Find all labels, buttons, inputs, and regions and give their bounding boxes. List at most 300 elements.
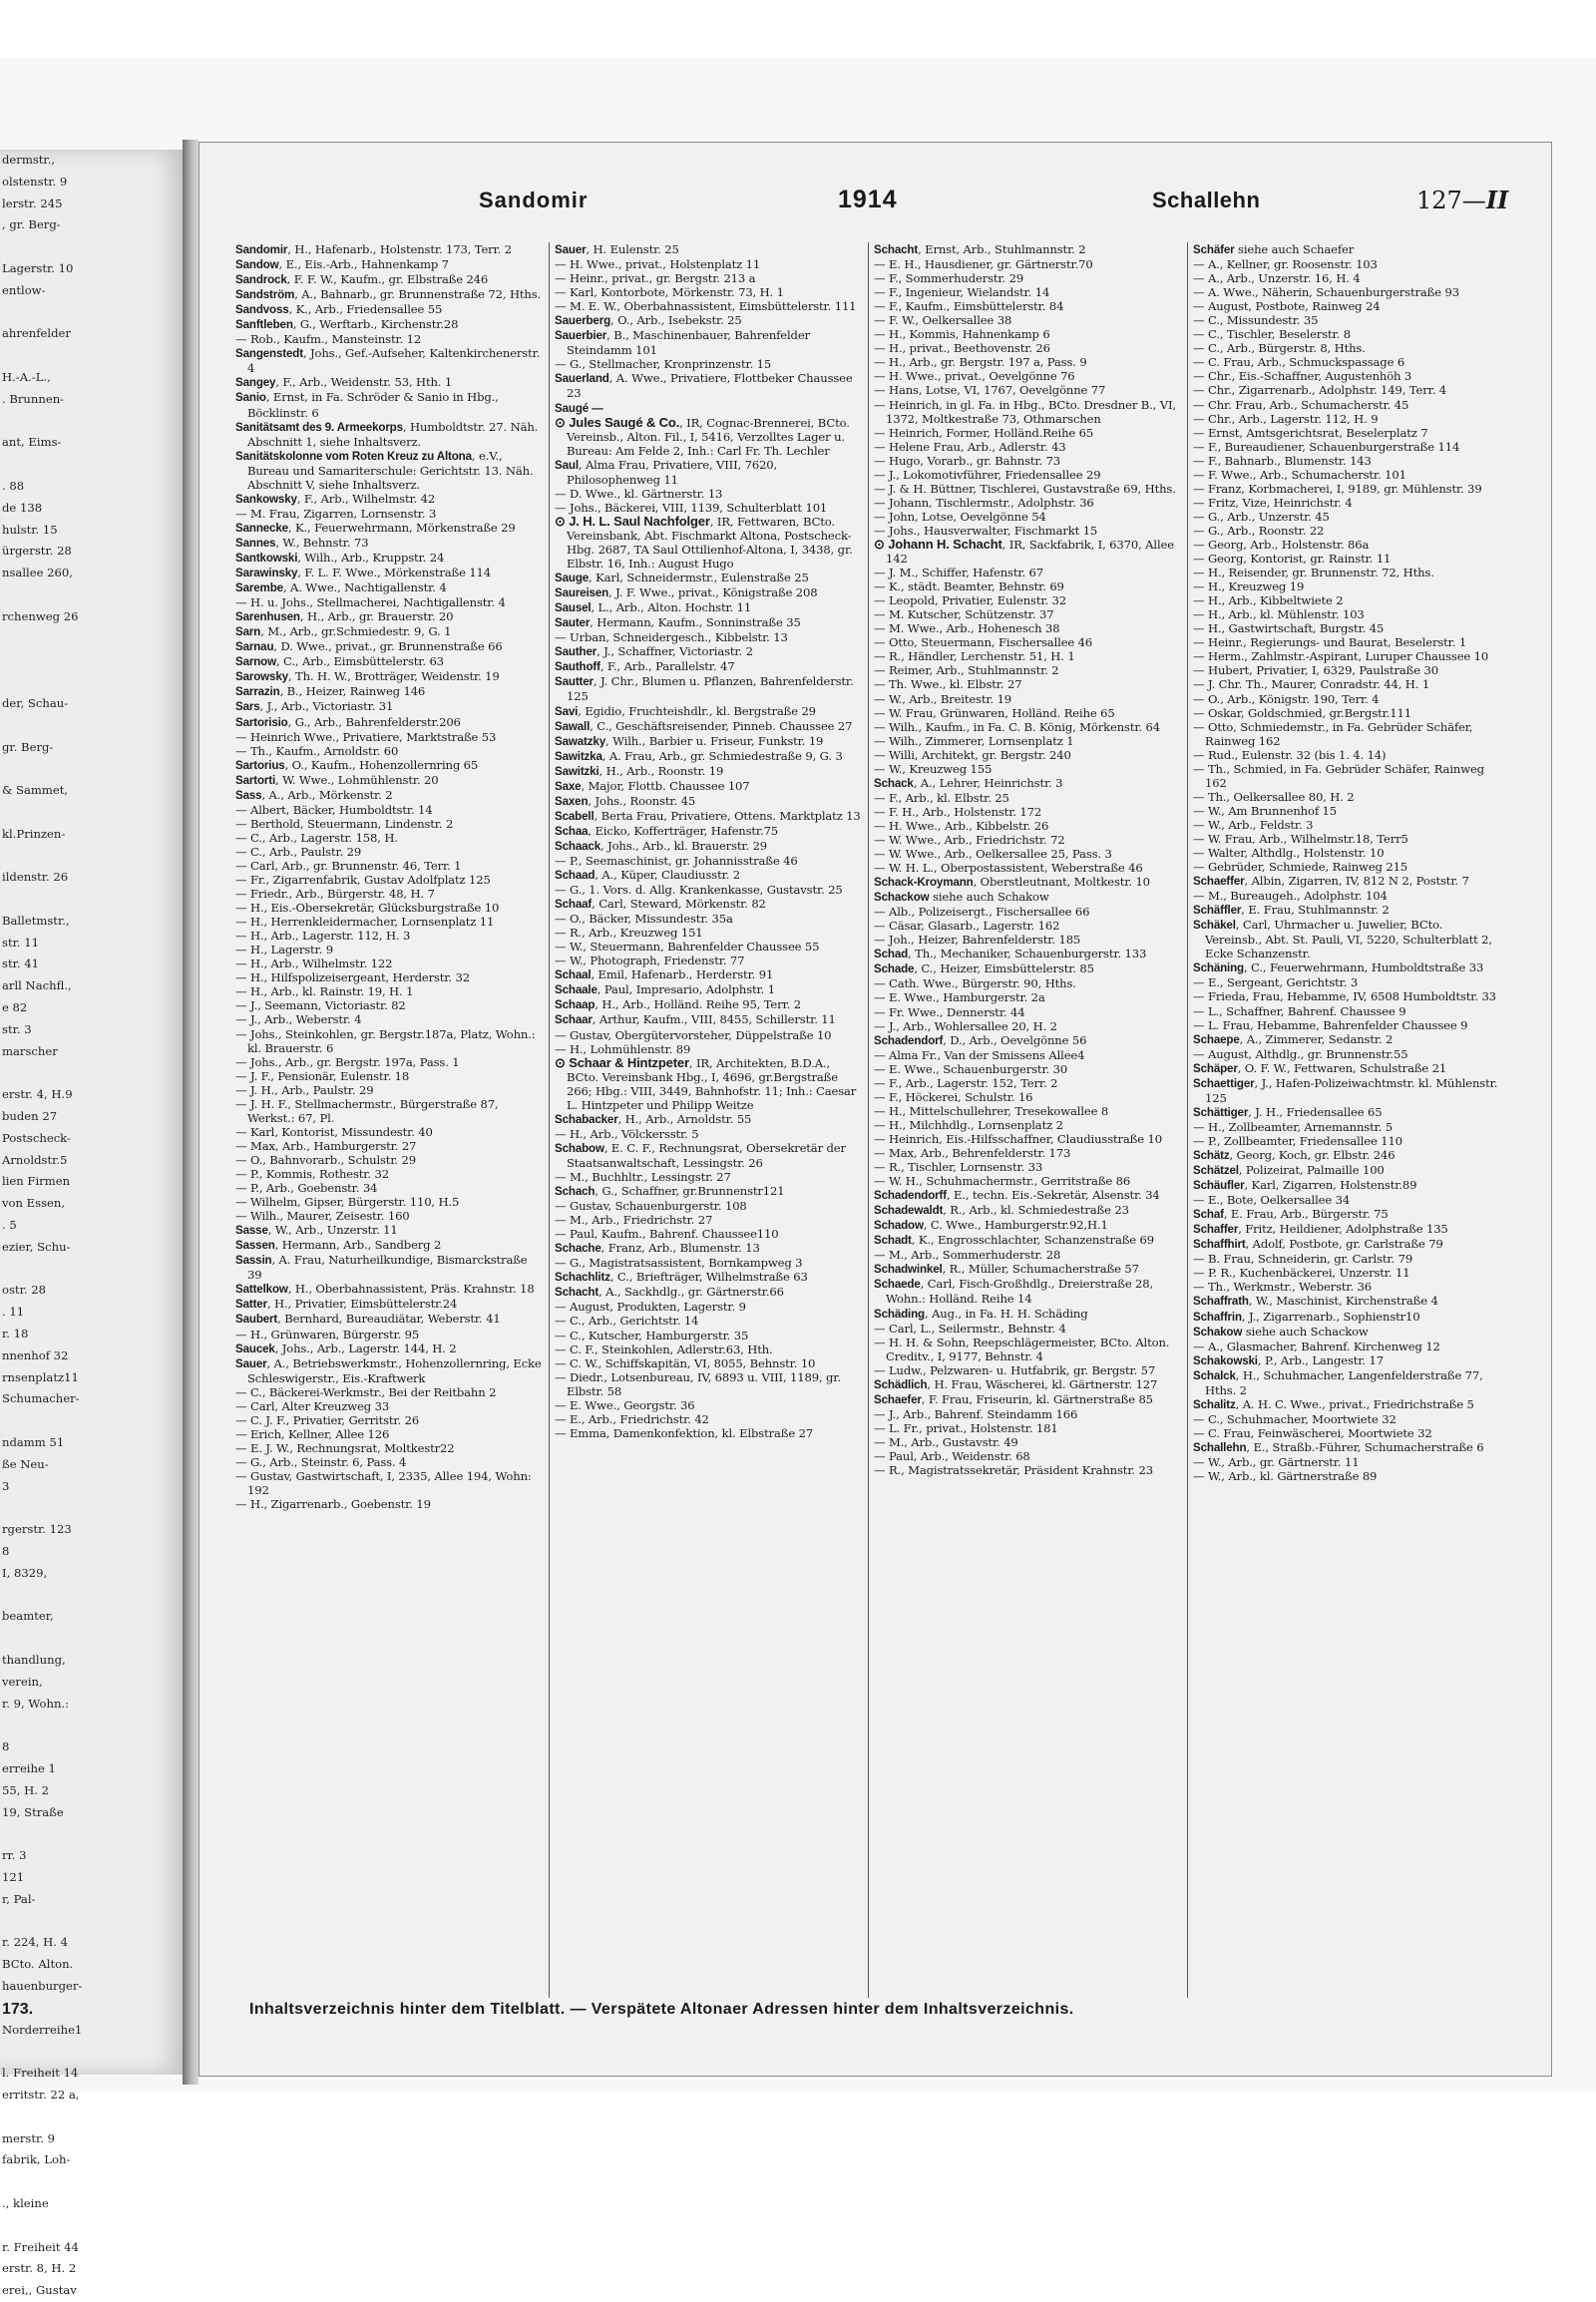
directory-entry: — R., Tischler, Lornsenstr. 33 [874,1160,1043,1175]
directory-entry: Santkowski, Wilh., Arb., Kruppstr. 24 [235,550,445,565]
left-page-line [0,889,190,911]
directory-entry: — J. & H. Büttner, Tischlerei, Gustavstraße 69, Hths. [874,481,1176,496]
directory-entry: — C., Arb., Lagerstr. 158, H. [235,830,398,845]
directory-entry: Sanitätskolonne vom Roten Kreuz zu Altona, e.V., Bureau und Samariterschule: Gerichtstr. 13. Näh. Abschnitt V, siehe Inhaltsverz. [235,448,534,492]
left-page-line [0,302,190,324]
directory-entry: Schack, A., Lehrer, Heinrichstr. 3 [874,775,1063,790]
directory-entry: — C., Tischler, Beselerstr. 8 [1193,327,1351,342]
directory-entry: — E. Wwe., Georgstr. 36 [555,1397,695,1412]
left-page-line: Arnoldstr.5 [2,1152,68,1167]
left-page-line [0,1823,190,1845]
left-page-line: H.-A.-L., [2,369,51,384]
left-page-line: entlow- [2,282,46,297]
page-header [269,188,1546,227]
directory-entry: Saubert, Bernhard, Bureaudiätar, Weberstr. 41 [235,1312,501,1327]
left-page-line: ße Neu- [2,1456,49,1471]
left-page-line [0,2107,190,2128]
directory-entry: — Hubert, Privatier, I, 6329, Paulstraße 30 [1193,663,1438,678]
directory-entry: — Wilh., Zimmerer, Lornsenplatz 1 [874,733,1074,748]
directory-entry: Schakow siehe auch Schackow [1193,1324,1369,1339]
directory-entry: — C. J. F., Privatier, Gerritstr. 26 [235,1412,420,1427]
directory-entry: — H., Zigarrenarb., Goebenstr. 19 [235,1497,431,1512]
left-page-line: arll Nachfl., [2,978,72,993]
left-page-line: r. 224, H. 4 [2,1935,68,1950]
directory-entry: Schack-Kroymann, Oberstleutnant, Moltkestr. 10 [874,875,1150,890]
directory-entry: Schaffhirt, Adolf, Postbote, gr. Carlstraße 79 [1193,1237,1443,1252]
directory-entry: Sarowsky, Th. H. W., Brotträger, Weidenstr. 19 [235,669,500,684]
directory-entry: — W., Arb., Feldstr. 3 [1193,817,1314,832]
directory-entry: — A. Wwe., Näherin, Schauenburgerstraße 93 [1193,285,1459,300]
directory-entry: — H., Grünwaren, Bürgerstr. 95 [235,1327,420,1342]
directory-entry: Schabow, E. C. F., Rechnungsrat, Obersekretär der Staatsanwaltschaft, Lessingstr. 26 [555,1140,846,1170]
left-page-line: . 5 [2,1218,17,1233]
directory-entry: — Heinrich Wwe., Privatiere, Marktstraße 53 [235,729,497,744]
directory-entry: — H. Wwe., privat., Oevelgönne 76 [874,369,1075,384]
directory-entry: — H., Arb., Kibbeltwiete 2 [1193,593,1344,608]
directory-entry: — M. Frau, Zigarren, Lornsenstr. 3 [235,506,437,521]
directory-column-4 [1193,242,1500,1998]
directory-entry: — H., Arb., kl. Rainstr. 19, H. 1 [235,984,414,999]
directory-entry: — J., Arb., Wohlersallee 20, H. 2 [874,1018,1057,1033]
directory-entry: — G., Arb., Steinstr. 6, Pass. 4 [235,1454,407,1469]
directory-entry: Schaede, Carl, Fisch-Großhdlg., Dreierstraße 28, Wohn.: Holländ. Reihe 14 [874,1277,1154,1307]
left-page-line: lien Firmen [2,1174,71,1189]
directory-entry: — August, Produkten, Lagerstr. 9 [555,1300,746,1315]
directory-entry: Schaack, Johs., Arb., kl. Brauerstr. 29 [555,838,768,853]
directory-entry: Sandrock, F. F. W., Kaufm., gr. Elbstraße 246 [235,272,489,287]
directory-entry: — E. Wwe., Schauenburgerstr. 30 [874,1061,1068,1076]
directory-entry: — L. Frau, Hebamme, Bahrenfelder Chaussee 9 [1193,1017,1468,1032]
directory-entry: — O., Bäcker, Missundestr. 35a [555,912,733,927]
directory-entry: — Otto, Steuermann, Fischersallee 46 [874,635,1093,650]
directory-entry: — J. H., Arb., Paulstr. 29 [235,1082,374,1097]
directory-entry: Schaepe, A., Zimmerer, Sedanstr. 2 [1193,1031,1394,1046]
directory-entry: Schadt, K., Engrosschlachter, Schanzenstraße 69 [874,1233,1154,1248]
directory-entry: — Hans, Lotse, VI, 1767, Oevelgönne 77 [874,383,1106,398]
left-page-line [0,2215,190,2237]
directory-entry: ⊙ Schaar & Hintzpeter, IR, Architekten, B.D.A., BCto. Vereinsbank Hbg., I, 4696, gr.Bergstraße 266; Hbg.: VIII, 3449, Bahnhofstr. 11; Inh.: Caesar L. Hintzpeter und Philipp Weitze [555,1054,857,1112]
directory-entry: — C. W., Schiffskapitän, VI, 8055, Behnstr. 10 [555,1355,816,1370]
directory-entry: — Cäsar, Glasarb., Lagerstr. 162 [874,919,1060,934]
directory-entry: Schätzel, Polizeirat, Palmaille 100 [1193,1163,1385,1178]
directory-entry: — H., Arb., gr. Bergstr. 197 a, Pass. 9 [874,355,1087,370]
directory-entry: — Joh., Heizer, Bahrenfelderstr. 185 [874,933,1081,948]
left-page-line [0,584,190,606]
directory-entry: — Cath. Wwe., Bürgerstr. 90, Hths. [874,976,1076,991]
directory-entry: — Rud., Eulenstr. 32 (bis 1. 4. 14) [1193,747,1387,762]
directory-entry: — Diedr., Lotsenbureau, IV, 6893 u. VIII, 1189, gr. Elbstr. 58 [555,1369,841,1398]
directory-entry: Schädlich, H. Frau, Wäscherei, kl. Gärtnerstr. 127 [874,1376,1158,1391]
directory-entry: — W., Steuermann, Bahrenfelder Chaussee 55 [555,940,820,955]
directory-entry: — Wilh., Kaufm., in Fa. C. B. König, Mörkenstr. 64 [874,719,1160,734]
directory-entry: Schache, Franz, Arb., Blumenstr. 13 [555,1241,760,1256]
header-page-number [1416,186,1508,214]
left-page-line [0,1062,190,1084]
directory-entry: — Heinrich, Eis.-Hilfsschaffner, Claudiusstraße 10 [874,1131,1162,1146]
directory-entry: Sandvoss, K., Arb., Friedensallee 55 [235,302,443,317]
left-page-line [0,1259,190,1281]
directory-entry: Sauer, A., Betriebswerkmstr., Hohenzollernring, Ecke Schleswigerstr., Eis.-Kraftwerk [235,1355,542,1385]
directory-entry: — C., Schuhmacher, Moortwiete 32 [1193,1411,1396,1426]
directory-entry: Schalck, H., Schuhmacher, Langenfelderstraße 77, Hths. 2 [1193,1367,1483,1397]
left-page-line: rr. 3 [2,1848,27,1863]
directory-entry: Sassin, A. Frau, Naturheilkundige, Bismarckstraße 39 [235,1253,528,1283]
directory-entry: ⊙ Jules Saugé & Co., IR, Cognac-Brennerei, BCto. Vereinsb., Alton. Fil., I, 5416, Verzolltes Lager u. Bureau: Am Felde 2, Inh.: Carl Fr. Th. Lechler [555,414,850,458]
directory-entry: Sarembe, A. Wwe., Nachtigallenstr. 4 [235,580,447,595]
directory-entry: Saugé — [555,401,603,415]
directory-entry: — Herm., Zahlmstr.-Aspirant, Luruper Chaussee 10 [1193,649,1489,664]
directory-entry: — Heinr., privat., gr. Bergstr. 213 a [555,271,756,286]
directory-entry: Schadwinkel, R., Müller, Schumacherstraße 57 [874,1262,1139,1277]
directory-entry: Schaal, Emil, Hafenarb., Herderstr. 91 [555,967,774,982]
directory-entry: Schäffler, E. Frau, Stuhlmannstr. 2 [1193,903,1390,918]
directory-entry: — H., Reisender, gr. Brunnenstr. 72, Hths. [1193,566,1434,580]
directory-entry: — W. Wwe., Arb., Oelkersallee 25, Pass. 3 [874,847,1112,862]
directory-entry: — Gustav, Obergütervorsteher, Düppelstraße 10 [555,1027,832,1042]
directory-entry: Sassen, Hermann, Arb., Sandberg 2 [235,1238,442,1253]
directory-entry: — M., Arb., Friedrichstr. 27 [555,1213,713,1228]
directory-entry: — B. Frau, Schneiderin, gr. Carlstr. 79 [1193,1252,1413,1267]
directory-entry: Schättiger, J. H., Friedensallee 65 [1193,1104,1383,1119]
directory-entry: — August, Postbote, Rainweg 24 [1193,299,1381,314]
directory-entry: — Johs., Hausverwalter, Fischmarkt 15 [874,523,1098,538]
directory-entry: — H., Arb., Lagerstr. 112, H. 3 [235,929,411,944]
directory-entry: — M. E. W., Oberbahnassistent, Eimsbüttelerstr. 111 [555,299,857,314]
left-page-line [0,411,190,433]
directory-entry: — H., Gastwirtschaft, Burgstr. 45 [1193,621,1385,636]
directory-entry: Sartorti, W. Wwe., Lohmühlenstr. 20 [235,772,439,787]
left-page-line: I, 8329, [2,1565,48,1580]
directory-entry: — Georg, Arb., Holstenstr. 86a [1193,537,1370,552]
directory-entry: — M., Bureaugeh., Adolphstr. 104 [1193,889,1388,904]
directory-entry: — Alma Fr., Van der Smissens Allee4 [874,1047,1085,1062]
directory-entry: — H., Arb., kl. Mühlenstr. 103 [1193,607,1365,622]
directory-entry: — H., Milchhdlg., Lornsenplatz 2 [874,1117,1063,1132]
left-page-footer-number: 173. [2,2001,34,2018]
directory-entry: — Carl, Arb., gr. Brunnenstr. 46, Terr. 1 [235,858,462,873]
directory-column-3 [874,242,1181,1998]
directory-column-1 [235,242,543,1998]
directory-entry: — Franz, Korbmacherei, I, 9189, gr. Mühlenstr. 39 [1193,481,1482,496]
directory-entry: — Th., Oelkersallee 80, H. 2 [1193,789,1355,804]
directory-entry: Sausel, L., Arb., Alton. Hochstr. 11 [555,600,752,615]
directory-entry: — R., Arb., Kreuzweg 151 [555,926,703,941]
directory-entry: — Carl, L., Seilermstr., Behnstr. 4 [874,1321,1066,1336]
left-page-line: e 82 [2,1000,28,1015]
left-page-line: r. 9, Wohn.: [2,1696,70,1711]
page-suffix: II [1485,186,1509,214]
left-page-line: , gr. Berg- [2,217,61,232]
left-page-line: erstr. 4, H.9 [2,1087,73,1102]
directory-entry: Schackow siehe auch Schakow [874,890,1049,905]
directory-entry: Schätz, Georg, Koch, gr. Elbstr. 246 [1193,1148,1396,1162]
directory-entry: — H., Hilfspolizeisergeant, Herderstr. 32 [235,970,470,985]
directory-entry: — F. W., Oelkersallee 38 [874,313,1012,328]
directory-entry: — E. J. W., Rechnungsrat, Moltkestr22 [235,1440,455,1455]
left-page-line: nnenhof 32 [2,1347,69,1362]
left-page-line: der, Schau- [2,695,69,710]
left-page-line: 55, H. 2 [2,1782,49,1797]
left-page-line: de 138 [2,500,43,515]
directory-entry: Sanitätsamt des 9. Armeekorps, Humboldtstr. 27. Näh. Abschnitt 1, siehe Inhaltsverz. [235,419,539,449]
left-page-line: . Brunnen- [2,391,65,406]
directory-entry: — W. Wwe., Arb., Friedrichstr. 72 [874,832,1065,847]
left-page-line: olstenstr. 9 [2,174,68,189]
directory-entry: — P. R., Kuchenbäckerei, Unzerstr. 11 [1193,1266,1410,1281]
directory-entry: — Johs., Arb., gr. Bergstr. 197a, Pass. 1 [235,1054,460,1069]
directory-entry: — C. Frau, Feinwäscherei, Moortwiete 32 [1193,1425,1432,1440]
left-page-line: r. Freiheit 44 [2,2239,79,2254]
directory-entry: — K., städt. Beamter, Behnstr. 69 [874,579,1064,594]
directory-entry: Schaap, H., Arb., Holländ. Reihe 95, Terr. 2 [555,997,801,1012]
directory-entry: — H. H. & Sohn, Reepschlägermeister, BCto. Alton. Creditv., I, 9177, Behnstr. 4 [874,1335,1170,1363]
left-page-line: 19, Straße [2,1804,64,1819]
directory-entry: — Carl, Alter Kreuzweg 33 [235,1398,390,1413]
directory-entry: Sauerland, A. Wwe., Privatiere, Flottbeker Chaussee 23 [555,371,853,401]
left-page-line: str. 11 [2,935,39,950]
directory-entry: ⊙ J. H. L. Saul Nachfolger, IR, Fettwaren, BCto. Vereinsbank, Abt. Fischmarkt Altona, Postscheck-Hbg. 2687, TA Saul Ottilienhof-Altona, I, 3438, gr. Elbstr. 16, Inh.: August Hugo [555,513,853,572]
directory-entry: — Max, Arb., Hamburgerstr. 27 [235,1138,417,1153]
directory-entry: Sarnau, D. Wwe., privat., gr. Brunnenstraße 66 [235,639,503,654]
directory-entry: — C., Arb., Paulstr. 29 [235,844,362,859]
book-gutter [183,140,199,2085]
directory-entry: — P., Kommis, Rothestr. 32 [235,1167,389,1181]
left-page-line: beamter, [2,1609,54,1624]
directory-entry: — R., Magistratssekretär, Präsident Krahnstr. 23 [874,1463,1153,1478]
directory-entry: — W., Arb., Breitestr. 19 [874,691,1012,706]
directory-entry: — W., Arb., kl. Gärtnerstraße 89 [1193,1469,1378,1484]
left-page-line: Postscheck- [2,1130,71,1145]
directory-entry: — Th. Wwe., kl. Elbstr. 27 [874,677,1022,692]
left-page-line: ant, Eims- [2,435,62,450]
directory-entry: Saxe, Major, Flottb. Chaussee 107 [555,778,750,793]
directory-entry: — J. Chr. Th., Maurer, Conradstr. 44, H. 1 [1193,677,1430,692]
directory-entry: — W., Kreuzweg 155 [874,761,993,776]
directory-entry: — Fr., Zigarrenfabrik, Gustav Adolfplatz 125 [235,873,491,888]
directory-entry: Sauge, Karl, Schneidermstr., Eulenstraße 25 [555,571,809,585]
directory-entry: Schaa, Eicko, Kofferträger, Hafenstr.75 [555,823,779,838]
directory-entry: — Helene Frau, Arb., Adlerstr. 43 [874,439,1066,454]
left-page-line [0,1585,190,1607]
left-page-line: r, Pal- [2,1891,36,1906]
directory-entry: — E., Bote, Oelkersallee 34 [1193,1193,1351,1208]
directory-entry: — Chr., Eis.-Schaffner, Augustenhöh 3 [1193,369,1412,384]
directory-entry: — G., Magistratsassistent, Bornkampweg 3 [555,1256,803,1271]
directory-entry: Schadewaldt, R., Arb., kl. Schmiedestraße 23 [874,1203,1129,1218]
left-page-line [0,1628,190,1650]
directory-entry: Schäding, Aug., in Fa. H. H. Schäding [874,1306,1088,1321]
directory-entry: — P., Zollbeamter, Friedensallee 110 [1193,1133,1402,1148]
directory-entry: — F., Bureaudiener, Schauenburgerstraße 114 [1193,439,1460,454]
directory-entry: — C. F., Steinkohlen, Adlerstr.63, Hth. [555,1342,773,1356]
directory-entry: — F., Sommerhuderstr. 29 [874,271,1024,286]
directory-entry: Saucek, Johs., Arb., Lagerstr. 144, H. 2 [235,1341,457,1355]
directory-entry: — G., 1. Vors. d. Allg. Krankenkasse, Gustavstr. 25 [555,883,843,898]
left-page-line: rchenweg 26 [2,608,79,623]
directory-entry: — F., Höckerei, Schulstr. 16 [874,1089,1033,1104]
directory-entry: Sarrazin, B., Heizer, Rainweg 146 [235,684,426,699]
directory-entry: Sawatzky, Wilh., Barbier u. Friseur, Funkstr. 19 [555,733,824,748]
left-page-line: ürgerstr. 28 [2,544,72,559]
directory-entry: — Willi, Architekt, gr. Bergstr. 240 [874,747,1071,762]
directory-entry: Sandow, E., Eis.-Arb., Hahnenkamp 7 [235,257,449,272]
directory-entry: Schade, C., Heizer, Eimsbüttelerstr. 85 [874,961,1094,976]
directory-entry: — Ernst, Amtsgerichtsrat, Beselerplatz 7 [1193,425,1428,440]
directory-entry: — M., Arb., Sommerhuderstr. 28 [874,1248,1061,1263]
directory-entry: — Fritz, Vize, Heinrichstr. 4 [1193,495,1353,510]
directory-entry: Schadendorf, D., Arb., Oevelgönne 56 [874,1032,1087,1047]
left-page-line: hulstr. 15 [2,522,58,537]
directory-entry: — H. Wwe., Arb., Kibbelstr. 26 [874,818,1049,833]
left-page-line: marscher [2,1043,58,1058]
directory-entry: — H., Arb., Völckersstr. 5 [555,1126,699,1141]
directory-entry: ⊙ Johann H. Schacht, IR, Sackfabrik, I, 6370, Allee 142 [874,536,1174,567]
directory-entry: — R., Händler, Lerchenstr. 51, H. 1 [874,649,1075,664]
left-page-line [0,628,190,650]
left-page-line: erritstr. 22 a, [2,2087,80,2102]
directory-entry: Schaefer, F. Frau, Friseurin, kl. Gärtnerstraße 85 [874,1391,1153,1406]
directory-entry: — H., Eis.-Obersekretär, Glücksburgstraße 10 [235,901,500,916]
left-page-line [0,2171,190,2193]
directory-entry: Schacht, A., Sackhdlg., gr. Gärtnerstr.66 [555,1285,784,1300]
directory-entry: Schalitz, A. H. C. Wwe., privat., Friedrichstraße 5 [1193,1396,1474,1411]
left-page-line: fabrik, Loh- [2,2152,71,2167]
directory-entry: Sangenstedt, Johs., Gef.-Aufseher, Kaltenkirchenerstr. 4 [235,346,541,376]
directory-entry: Schadow, C. Wwe., Hamburgerstr.92,H.1 [874,1218,1108,1233]
directory-entry: — Albert, Bäcker, Humboldtstr. 14 [235,802,433,817]
directory-entry: — W. H., Schuhmachermstr., Gerritstraße 86 [874,1174,1131,1189]
directory-entry: — D. Wwe., kl. Gärtnerstr. 13 [555,486,723,501]
directory-entry: — G., Stellmacher, Kronprinzenstr. 15 [555,357,772,372]
left-page-line [0,1911,190,1933]
directory-entry: — E., Arb., Friedrichstr. 42 [555,1411,709,1426]
directory-entry: Schäufler, Karl, Zigarren, Holstenstr.89 [1193,1178,1417,1193]
directory-entry: — Ludw., Pelzwaren- u. Hutfabrik, gr. Bergstr. 57 [874,1362,1156,1377]
left-page-line: nsallee 260, [2,566,73,580]
left-page-line: 121 [2,1869,25,1884]
directory-entry: — F., Ingenieur, Wielandstr. 14 [874,285,1050,300]
directory-entry: — August, Althdlg., gr. Brunnenstr.55 [1193,1046,1408,1061]
directory-entry: Saul, Alma Frau, Privatiere, VIII, 7620, Philosophenweg 11 [555,457,778,487]
directory-entry: — Friedr., Arb., Bürgerstr. 48, H. 7 [235,887,435,902]
directory-entry: Sass, A., Arb., Mörkenstr. 2 [235,787,393,802]
directory-entry: — Rob., Kaufm., Mansteinstr. 12 [235,332,422,347]
directory-entry: Savi, Egidio, Fruchteishdlr., kl. Bergstraße 29 [555,703,816,718]
directory-entry: Sauerberg, O., Arb., Isebekstr. 25 [555,313,742,328]
directory-entry: Schach, G., Schaffner, gr.Brunnenstr121 [555,1184,785,1199]
page-number: 127— [1416,187,1486,214]
directory-entry: — A., Glasmacher, Bahrenf. Kirchenweg 12 [1193,1339,1440,1353]
directory-entry: — H. u. Johs., Stellmacherei, Nachtigallenstr. 4 [235,595,506,610]
directory-entry: Sawitzka, A. Frau, Arb., gr. Schmiedestraße 9, G. 3 [555,748,843,763]
directory-entry: — F., Kaufm., Eimsbüttelerstr. 84 [874,299,1064,314]
directory-entry: — John, Lotse, Oevelgönne 54 [874,509,1046,524]
directory-entry: — Oskar, Goldschmied, gr.Bergstr.111 [1193,705,1411,720]
directory-entry: — W. Frau, Grünwaren, Holländ. Reihe 65 [874,705,1115,720]
directory-entry: — H., Zollbeamter, Arnemannstr. 5 [1193,1119,1394,1134]
left-page-line: str. 3 [2,1021,32,1036]
directory-entry: Schad, Th., Mechaniker, Schauenburgerstr. 133 [874,947,1147,961]
directory-entry: Saureisen, J. F. Wwe., privat., Königstraße 208 [555,585,818,600]
left-page-line: ildenstr. 26 [2,870,69,885]
directory-entry: Sarnow, C., Arb., Eimsbüttelerstr. 63 [235,654,444,669]
left-page-line [0,846,190,868]
directory-entry: — Paul, Arb., Weidenstr. 68 [874,1448,1030,1463]
directory-entry: Schallehn, E., Straßb.-Führer, Schumacherstraße 6 [1193,1439,1484,1454]
directory-entry: — Wilh., Maurer, Zeisestr. 160 [235,1209,410,1224]
left-page-line: gr. Berg- [2,739,54,754]
directory-entry: — L. Fr., privat., Holstenstr. 181 [874,1420,1058,1435]
directory-entry: Schäfer siehe auch Schaefer [1193,242,1355,256]
directory-entry: — M. Wwe., Arb., Hohenesch 38 [874,621,1060,636]
directory-entry: — H. Wwe., privat., Holstenplatz 11 [555,257,761,272]
directory-entry: — Th., Schmied, in Fa. Gebrüder Schäfer, Rainweg 162 [1193,761,1484,790]
directory-entry: — Johs., Steinkohlen, gr. Bergstr.187a, Platz, Wohn.: kl. Brauerstr. 6 [235,1026,536,1055]
directory-entry: Satter, H., Privatier, Eimsbüttelerstr.24 [235,1297,458,1312]
directory-entry: — F., Arb., Lagerstr. 152, Terr. 2 [874,1075,1058,1090]
directory-entry: — L., Schaffner, Bahrenf. Chaussee 9 [1193,1003,1406,1018]
directory-entry: Sauthoff, F., Arb., Parallelstr. 47 [555,659,735,674]
directory-entry: Schaeffer, Albin, Zigarren, IV, 812 N 2, Poststr. 7 [1193,874,1469,889]
left-page-line: ., kleine [2,2195,49,2210]
directory-entry: Sauer, H. Eulenstr. 25 [555,242,679,256]
left-page-line [0,345,190,367]
directory-entry: — Emma, Damenkonfektion, kl. Elbstraße 27 [555,1425,814,1440]
directory-entry: Schäkel, Carl, Uhrmacher u. Juwelier, BCto. Vereinsb., Abt. St. Pauli, VI, 5220, Schulterblatt 2, Ecke Schanzenstr. [1193,918,1492,961]
header-left-keyword: Sandomir [479,188,589,212]
directory-entry: — Karl, Kontorist, Missundestr. 40 [235,1124,433,1139]
directory-entry: — Th., Kaufm., Arnoldstr. 60 [235,743,399,758]
page-footer-note: Inhaltsverzeichnis hinter dem Titelblatt. — Verspätete Altonaer Adressen hinter dem Inhaltsverzeichnis. [249,2001,1074,2018]
directory-entry: — H., Kommis, Hahnenkamp 6 [874,327,1050,342]
left-page-line: r. 18 [2,1327,29,1342]
left-page-line [0,1497,190,1519]
directory-entry: — Johs., Bäckerei, VIII, 1139, Schulterblatt 101 [555,500,828,515]
directory-entry: — W., Arb., gr. Gärtnerstr. 11 [1193,1454,1360,1469]
left-page-line: Schumacher- [2,1391,80,1406]
directory-entry: Sasse, W., Arb., Unzerstr. 11 [235,1223,398,1238]
directory-entry: — F., Bahnarb., Blumenstr. 143 [1193,453,1372,468]
directory-entry: Sarawinsky, F. L. F. Wwe., Mörkenstraße 114 [235,566,492,580]
directory-entry: Sankowsky, F., Arb., Wilhelmstr. 42 [235,491,436,506]
left-page-line [0,1410,190,1432]
left-page-line: . 88 [2,478,25,493]
directory-entry: — F. H., Arb., Holstenstr. 172 [874,804,1042,819]
directory-entry: Saxen, Johs., Roonstr. 45 [555,793,696,808]
directory-entry: Schabacker, H., Arb., Arnoldstr. 55 [555,1111,752,1126]
directory-entry: Schaffrin, J., Zigarrenarb., Sophienstr10 [1193,1309,1420,1324]
left-page-line [0,802,190,824]
directory-entry: — H., Mittelschullehrer, Tresekowallee 8 [874,1103,1109,1118]
directory-entry: Sauerbier, B., Maschinenbauer, Bahrenfelder Steindamm 101 [555,328,810,358]
directory-entry: — Walter, Althdlg., Holstenstr. 10 [1193,846,1385,861]
directory-entry: Sartorisio, G., Arb., Bahrenfelderstr.206 [235,714,461,729]
directory-entry: — M., Buchhltr., Lessingstr. 27 [555,1170,731,1184]
directory-entry: — Th., Werkmstr., Weberstr. 36 [1193,1280,1373,1295]
directory-entry: — Chr. Frau, Arb., Schumacherstr. 45 [1193,397,1409,412]
directory-entry: Schachlitz, C., Briefträger, Wilhelmstraße 63 [555,1270,808,1285]
left-page-line: von Essen, [2,1196,66,1211]
left-page-line: rgerstr. 123 [2,1522,72,1537]
directory-entry: — W., Am Brunnenhof 15 [1193,803,1337,818]
directory-entry: Sauter, Hermann, Kaufm., Sonninstraße 35 [555,615,801,630]
left-page-line: 8 [2,1544,10,1558]
directory-entry: Sangey, F., Arb., Weidenstr. 53, Hth. 1 [235,375,453,390]
directory-entry: — G., Arb., Roonstr. 22 [1193,523,1325,538]
directory-entry: Schacht, Ernst, Arb., Stuhlmannstr. 2 [874,242,1086,256]
directory-entry: — H., Lohmühlenstr. 89 [555,1041,691,1056]
left-page-line: rnsenplatz11 [2,1369,79,1384]
